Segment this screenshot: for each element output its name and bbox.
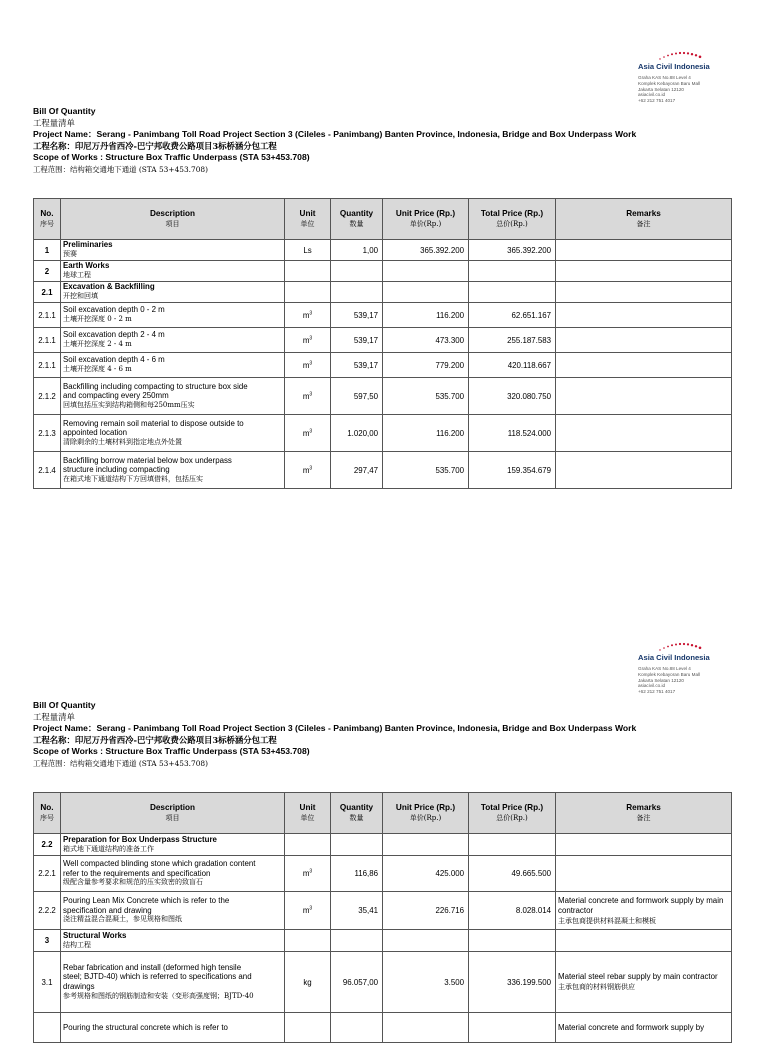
scope-of-works: Scope of Works : Structure Box Traffic Underpass (STA 53+453.708) — [33, 746, 310, 757]
cell-quantity — [331, 282, 383, 303]
cell-total-price — [469, 1013, 556, 1043]
cell-remarks — [556, 834, 732, 856]
unit-superscript: 3 — [309, 464, 313, 471]
table-row — [34, 834, 732, 856]
cell-total-price — [469, 930, 556, 952]
cell-unit-price: 226.716 — [383, 892, 469, 930]
description-line: Soil excavation depth 0 - 2 m — [63, 305, 165, 315]
description-cn: 土壤开挖深度 4 - 6 m — [63, 365, 132, 373]
cell-total-price — [469, 282, 556, 303]
project-name: Project Name：Serang - Panimbang Toll Road Project Section 3 (Cileles - Panimbang) Banten Province, Indonesia, Bridge and Box Underpass Work — [33, 129, 637, 140]
cell-total-price: 8.028.014 — [469, 892, 556, 930]
cell-total-price: 320.080.750 — [469, 378, 556, 415]
cell-description — [61, 834, 285, 856]
col-header-unit: Unit 单位 — [285, 793, 331, 834]
description-cn: 箱式地下通道结构的准备工作 — [63, 844, 154, 853]
cell-unit — [285, 930, 331, 952]
description-line: refer to the requirements and specification — [63, 868, 211, 878]
col-header-unit: Unit 单位 — [285, 199, 331, 240]
cell-remarks — [556, 261, 732, 282]
cell-no: 3.1 — [34, 952, 61, 1013]
cell-quantity: 116,86 — [331, 856, 383, 892]
cell-no: 2 — [34, 261, 61, 282]
cell-quantity: 539,17 — [331, 328, 383, 353]
cell-quantity — [331, 930, 383, 952]
col-header-total-price: Total Price (Rp.) 总价(Rp.) — [469, 793, 556, 834]
unit-superscript: 3 — [309, 334, 313, 341]
remarks-cn: 主承包商提供材料混凝土和模板 — [558, 916, 656, 925]
table-row — [34, 353, 732, 378]
cell-remarks — [556, 415, 732, 452]
col-header-quantity: Quantity 数量 — [331, 793, 383, 834]
col-header-description: Description 项目 — [61, 793, 285, 834]
cell-total-price: 420.118.667 — [469, 353, 556, 378]
cell-no: 2.1.1 — [34, 353, 61, 378]
cell-total-price: 255.187.583 — [469, 328, 556, 353]
cell-no: 2.1.1 — [34, 328, 61, 353]
description-cn: 浇注精益混合混凝土，参见规格和图纸 — [63, 915, 182, 924]
boq-table-page-1 — [33, 198, 732, 489]
table-row — [34, 378, 732, 415]
description-line: steel; BJTD-40) which is referred to specifications and — [63, 972, 252, 982]
cell-remarks — [556, 328, 732, 353]
description-line: Pouring Lean Mix Concrete which is refer to the — [63, 896, 230, 906]
cell-remarks — [556, 303, 732, 328]
cell-no: 3 — [34, 930, 61, 952]
cell-quantity — [331, 834, 383, 856]
cell-unit: $m^3$ — [285, 328, 331, 353]
cell-unit: Ls — [285, 240, 331, 261]
cell-remarks — [556, 378, 732, 415]
cell-quantity: 35,41 — [331, 892, 383, 930]
description-line: Pouring the structural concrete which is refer to — [63, 1022, 228, 1032]
table-row — [34, 415, 732, 452]
cell-quantity: 96.057,00 — [331, 952, 383, 1013]
cell-unit-price: 116.200 — [383, 415, 469, 452]
cell-remarks — [556, 952, 732, 1013]
description-line: Soil excavation depth 2 - 4 m — [63, 330, 165, 340]
description-line: Backfilling including compacting to structure box side — [63, 381, 248, 391]
cell-description — [61, 353, 285, 378]
cell-unit-price — [383, 282, 469, 303]
cell-description — [61, 240, 285, 261]
logo-company-name: Asia Civil Indonesia — [638, 62, 710, 71]
description-line: Preparation for Box Underpass Structure — [63, 834, 217, 844]
description-line: specification and drawing — [63, 905, 152, 915]
cell-unit: $m^3$ — [285, 378, 331, 415]
unit-superscript: 3 — [309, 309, 313, 316]
description-cn: 土壤开挖深度 0 - 2 m — [63, 315, 132, 323]
cell-description — [61, 261, 285, 282]
cell-description — [61, 930, 285, 952]
description-cn: 在箱式地下通道结构下方回填借料，包括压实 — [63, 474, 203, 483]
doc-title: Bill Of Quantity — [33, 106, 96, 116]
cell-total-price — [469, 834, 556, 856]
description-cn: 土壤开挖深度 2 - 4 m — [63, 340, 132, 348]
cell-description — [61, 952, 285, 1013]
description-line: Soil excavation depth 4 - 6 m — [63, 355, 165, 365]
project-name-cn: 工程名称：印尼万丹省西冷-巴宁邦收费公路项目3标桥涵分包工程 — [33, 140, 277, 151]
table-body-page-1 — [34, 240, 732, 489]
cell-unit-price — [383, 1013, 469, 1043]
cell-quantity: 597,50 — [331, 378, 383, 415]
cell-description — [61, 303, 285, 328]
description-line: Rebar fabrication and install (deformed high tensile — [63, 962, 242, 972]
logo-address: Graha KAS No.88 Level 4 Komplek Kebayoran Baru Mall Jakarta Selatan 12120 asiacivil.co.id +62 212 751 4017 — [638, 75, 701, 104]
scope-of-works-cn: 工程范围：结构箱交通地下通道 (STA 53+453.708) — [33, 164, 209, 174]
table-row — [34, 1013, 732, 1043]
unit-superscript: 3 — [309, 905, 313, 912]
cell-no: 2.1 — [34, 282, 61, 303]
cell-no: 2.2 — [34, 834, 61, 856]
remarks-text: Material concrete and formwork supply by main contractor — [558, 895, 724, 915]
cell-unit: $m^3$ — [285, 452, 331, 489]
cell-description — [61, 282, 285, 303]
table-row — [34, 328, 732, 353]
cell-no: 2.1.3 — [34, 415, 61, 452]
description-line: Structural Works — [63, 930, 127, 940]
cell-quantity — [331, 261, 383, 282]
cell-unit-price: 116.200 — [383, 303, 469, 328]
description-line: structure including compacting — [63, 465, 170, 475]
cell-unit — [285, 1013, 331, 1043]
cell-description — [61, 328, 285, 353]
cell-quantity: 297,47 — [331, 452, 383, 489]
cell-unit: $m^3$ — [285, 353, 331, 378]
boq-page-2 — [0, 594, 768, 1032]
cell-remarks — [556, 892, 732, 930]
unit-superscript: 3 — [309, 427, 313, 434]
unit-superscript: 3 — [309, 390, 313, 397]
description-cn: 清除剩余的土壤材料到指定地点外处置 — [63, 437, 182, 446]
cell-quantity: 1.020,00 — [331, 415, 383, 452]
cell-unit-price: 3.500 — [383, 952, 469, 1013]
description-line: drawings — [63, 982, 95, 991]
table-row — [34, 452, 732, 489]
description-cn: 地球工程 — [63, 271, 91, 279]
table-row — [34, 952, 732, 1013]
cell-unit-price: 535.700 — [383, 452, 469, 489]
cell-remarks — [556, 282, 732, 303]
cell-remarks — [556, 452, 732, 489]
col-header-total-price: Total Price (Rp.) 总价(Rp.) — [469, 199, 556, 240]
col-header-quantity: Quantity 数量 — [331, 199, 383, 240]
description-line: Preliminaries — [63, 240, 113, 250]
col-header-no: No. 序号 — [34, 793, 61, 834]
cell-quantity: 539,17 — [331, 303, 383, 328]
table-row — [34, 240, 732, 261]
cell-remarks — [556, 240, 732, 261]
description-line: Excavation & Backfilling — [63, 282, 155, 292]
cell-no: 1 — [34, 240, 61, 261]
cell-no: 2.1.2 — [34, 378, 61, 415]
cell-remarks — [556, 353, 732, 378]
boq-table-page-2 — [33, 792, 732, 1043]
project-name: Project Name：Serang - Panimbang Toll Road Project Section 3 (Cileles - Panimbang) Banten Province, Indonesia, Bridge and Box Underpass Work — [33, 723, 637, 734]
col-header-unit-price: Unit Price (Rp.) 单价(Rp.) — [383, 199, 469, 240]
cell-unit-price — [383, 834, 469, 856]
unit-superscript: 3 — [309, 359, 313, 366]
cell-quantity: 539,17 — [331, 353, 383, 378]
project-name-cn: 工程名称：印尼万丹省西冷-巴宁邦收费公路项目3标桥涵分包工程 — [33, 734, 277, 745]
cell-no: 2.2.1 — [34, 856, 61, 892]
cell-remarks — [556, 930, 732, 952]
cell-unit-price: 779.200 — [383, 353, 469, 378]
table-row — [34, 892, 732, 930]
description-cn: 预赛 — [63, 250, 77, 258]
col-header-remarks: Remarks 备注 — [556, 793, 732, 834]
cell-unit: $m^3$ — [285, 856, 331, 892]
cell-total-price: 159.354.679 — [469, 452, 556, 489]
cell-total-price: 365.392.200 — [469, 240, 556, 261]
cell-description — [61, 1013, 285, 1043]
unit-superscript: 3 — [309, 868, 313, 875]
cell-description — [61, 452, 285, 489]
cell-unit: $m^3$ — [285, 415, 331, 452]
description-cn: 开挖和回填 — [63, 292, 98, 300]
remarks-text: Material concrete and formwork supply by — [558, 1022, 705, 1032]
remarks-text: Material steel rebar supply by main contractor — [558, 972, 718, 981]
cell-total-price: 336.199.500 — [469, 952, 556, 1013]
cell-unit: kg — [285, 952, 331, 1013]
table-row — [34, 261, 732, 282]
logo-company-name: Asia Civil Indonesia — [638, 653, 710, 662]
description-line: Removing remain soil material to dispose outside to — [63, 418, 244, 428]
col-header-description: Description 项目 — [61, 199, 285, 240]
cell-no: 2.1.4 — [34, 452, 61, 489]
description-cn: 结构工程 — [63, 940, 91, 949]
table-row — [34, 282, 732, 303]
cell-description — [61, 378, 285, 415]
scope-of-works-cn: 工程范围：结构箱交通地下通道 (STA 53+453.708) — [33, 758, 209, 768]
table-header-row — [34, 199, 732, 240]
cell-unit-price — [383, 930, 469, 952]
cell-total-price — [469, 261, 556, 282]
document-header — [33, 700, 636, 770]
cell-remarks — [556, 856, 732, 892]
cell-unit: $m^3$ — [285, 303, 331, 328]
document-header — [33, 106, 636, 176]
table-header-row — [34, 793, 732, 834]
description-line: Well compacted blinding stone which gradation content — [63, 859, 256, 869]
cell-total-price: 118.524.000 — [469, 415, 556, 452]
description-line: and compacting every 250mm — [63, 391, 169, 401]
cell-unit: $m^3$ — [285, 892, 331, 930]
doc-title-cn: 工程量清单 — [33, 117, 75, 128]
col-header-unit-price: Unit Price (Rp.) 单价(Rp.) — [383, 793, 469, 834]
description-cn: 参考规格和图纸的钢筋制造和安装（变形高强度钢；BJTD-40 — [63, 991, 254, 1000]
logo-arc-icon — [656, 641, 706, 651]
table-row — [34, 303, 732, 328]
cell-description — [61, 415, 285, 452]
cell-description — [61, 856, 285, 892]
logo-arc-icon — [656, 50, 706, 60]
cell-unit-price: 473.300 — [383, 328, 469, 353]
cell-unit-price — [383, 261, 469, 282]
cell-quantity — [331, 1013, 383, 1043]
cell-remarks — [556, 1013, 732, 1043]
description-cn: 级配含量参考要求和规范的压实致密的致盲石 — [63, 878, 203, 887]
description-line: Earth Works — [63, 261, 110, 271]
cell-quantity: 1,00 — [331, 240, 383, 261]
scope-of-works: Scope of Works : Structure Box Traffic Underpass (STA 53+453.708) — [33, 152, 310, 163]
logo-address: Graha KAS No.88 Level 4 Komplek Kebayoran Baru Mall Jakarta Selatan 12120 asiacivil.co.id +62 212 751 4017 — [638, 666, 701, 695]
cell-no: 2.1.1 — [34, 303, 61, 328]
table-row — [34, 856, 732, 892]
cell-description — [61, 892, 285, 930]
remarks-cn: 主承包商的材料钢筋供应 — [558, 983, 635, 991]
cell-unit-price: 535.700 — [383, 378, 469, 415]
table-row — [34, 930, 732, 952]
description-cn: 回填包括压实到结构箱侧和每250mm压实 — [63, 400, 195, 409]
cell-total-price: 49.665.500 — [469, 856, 556, 892]
col-header-no: No. 序号 — [34, 199, 61, 240]
cell-unit — [285, 282, 331, 303]
doc-title-cn: 工程量清单 — [33, 711, 75, 722]
cell-unit-price: 425.000 — [383, 856, 469, 892]
cell-unit-price: 365.392.200 — [383, 240, 469, 261]
cell-no — [34, 1013, 61, 1043]
cell-no: 2.2.2 — [34, 892, 61, 930]
cell-unit — [285, 261, 331, 282]
description-line: Backfilling borrow material below box underpass — [63, 455, 232, 465]
table-body-page-2 — [34, 834, 732, 1043]
doc-title: Bill Of Quantity — [33, 700, 96, 710]
cell-total-price: 62.651.167 — [469, 303, 556, 328]
col-header-remarks: Remarks 备注 — [556, 199, 732, 240]
description-line: appointed location — [63, 428, 128, 438]
cell-unit — [285, 834, 331, 856]
